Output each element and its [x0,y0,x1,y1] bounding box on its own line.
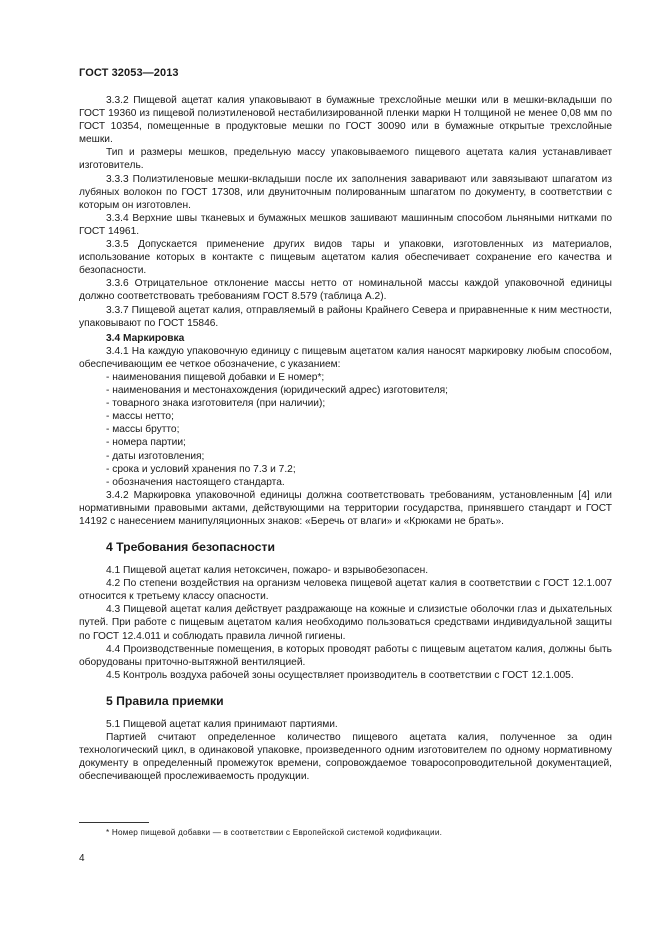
list-item: - массы брутто; [106,424,180,436]
footnote-divider [79,822,149,823]
list-item: - срока и условий хранения по 7.3 и 7.2; [106,463,296,475]
marking-list [79,371,612,489]
paragraph-4-2: 4.2 По степени воздействия на организм человека пищевой ацетат калия в соответствии с ГОСТ 12.1.007 относится к третьему классу опасности. [79,578,612,603]
list-item: - даты изготовления; [106,450,205,462]
list-item: - номера партии; [106,437,186,449]
list-item: - наименования и местонахождения (юридический адрес) изготовителя; [106,385,449,397]
subsection-heading-3-4: 3.4 Маркировка [106,332,185,344]
list-item: - наименования пищевой добавки и Е номер*; [106,371,325,383]
footnote: * Номер пищевой добавки — в соответствии с Европейской системой кодификации. [106,828,443,837]
page-number: 4 [79,853,85,864]
paragraph-4-5: 4.5 Контроль воздуха рабочей зоны осуществляет производитель в соответствии с ГОСТ 12.1.005. [106,669,574,681]
document-header: ГОСТ 32053—2013 [79,67,179,79]
document-body [79,94,612,783]
list-item: - обозначения настоящего стандарта. [106,476,285,488]
paragraph-batch-definition: Партией считают определенное количество пищевого ацетата калия, полученное за один технологический цикл, в одинаковой упаковке, произведенного одним изготовителем по одному нормативному документу в определенный промежуток времени, сопровождаемое товаросопроводительной документацией, обеспечивающей прослеживаемость продукции. [79,732,612,783]
section-heading-4: 4 Требования безопасности [106,540,275,555]
section-heading-5: 5 Правила приемки [106,693,224,708]
list-item: - массы нетто; [106,411,174,423]
paragraph-4-1: 4.1 Пищевой ацетат калия нетоксичен, пожаро- и взрывобезопасен. [106,565,429,577]
list-item: - товарного знака изготовителя (при наличии); [106,398,326,410]
paragraph-3-3-5: 3.3.5 Допускается применение других видов тары и упаковки, изготовленных из материалов, использование которых в контакте с пищевым ацетатом калия обеспечивает сохранение его качества и безопасности. [79,239,612,277]
paragraph-5-1: 5.1 Пищевой ацетат калия принимают партиями. [106,718,338,730]
paragraph-bag-types: Тип и размеры мешков, предельную массу упаковываемого пищевого ацетата калия устанавливает изготовитель. [79,147,612,172]
paragraph-3-3-7: 3.3.7 Пищевой ацетат калия, отправляемый в районы Крайнего Севера и приравненные к ним местности, упаковывают по ГОСТ 15846. [79,304,612,329]
paragraph-3-4-2: 3.4.2 Маркировка упаковочной единицы должна соответствовать требованиям, установленным [4] или нормативными правовыми актами, действующими на территории государства, принявшего стандарт и ГОСТ 14192 с нанесением манипуляционных знаков: «Беречь от влаги» и «Крюками не брать». [79,489,612,527]
paragraph-4-3: 4.3 Пищевой ацетат калия действует раздражающе на кожные и слизистые оболочки глаз и дыхательных путей. При работе с пищевым ацетатом калия необходимо пользоваться средствами индивидуальной защиты по ГОСТ 12.4.011 и соблюдать правила личной гигиены. [79,604,612,642]
paragraph-3-3-4: 3.3.4 Верхние швы тканевых и бумажных мешков зашивают машинным способом льняными нитками по ГОСТ 14961. [79,212,612,237]
paragraph-3-3-2: 3.3.2 Пищевой ацетат калия упаковывают в бумажные трехслойные мешки или в мешки-вкладыши по ГОСТ 19360 из пищевой полиэтиленовой нестабилизированной пленки марки Н толщиной не менее 0,08 мм по ГОСТ 10354, помещенные в продуктовые мешки по ГОСТ 30090 или в бумажные открытые трехслойные мешки. [79,95,612,146]
paragraph-4-4: 4.4 Производственные помещения, в которых проводят работы с пищевым ацетатом калия, должны быть оборудованы приточно-вытяжной вентиляцией. [79,643,612,668]
paragraph-3-3-6: 3.3.6 Отрицательное отклонение массы нетто от номинальной массы каждой упаковочной единицы должно соответствовать требованиям ГОСТ 8.579 (таблица А.2). [79,278,612,303]
paragraph-3-3-3: 3.3.3 Полиэтиленовые мешки-вкладыши после их заполнения заваривают или завязывают шпагатом из лубяных волокон по ГОСТ 17308, или двуниточным полированным шпагатом по документу, в соответствии с которым он изготовлен. [79,173,612,211]
paragraph-3-4-1: 3.4.1 На каждую упаковочную единицу с пищевым ацетатом калия наносят маркировку любым способом, обеспечивающим ее четкое обозначение, с указанием: [79,345,612,370]
